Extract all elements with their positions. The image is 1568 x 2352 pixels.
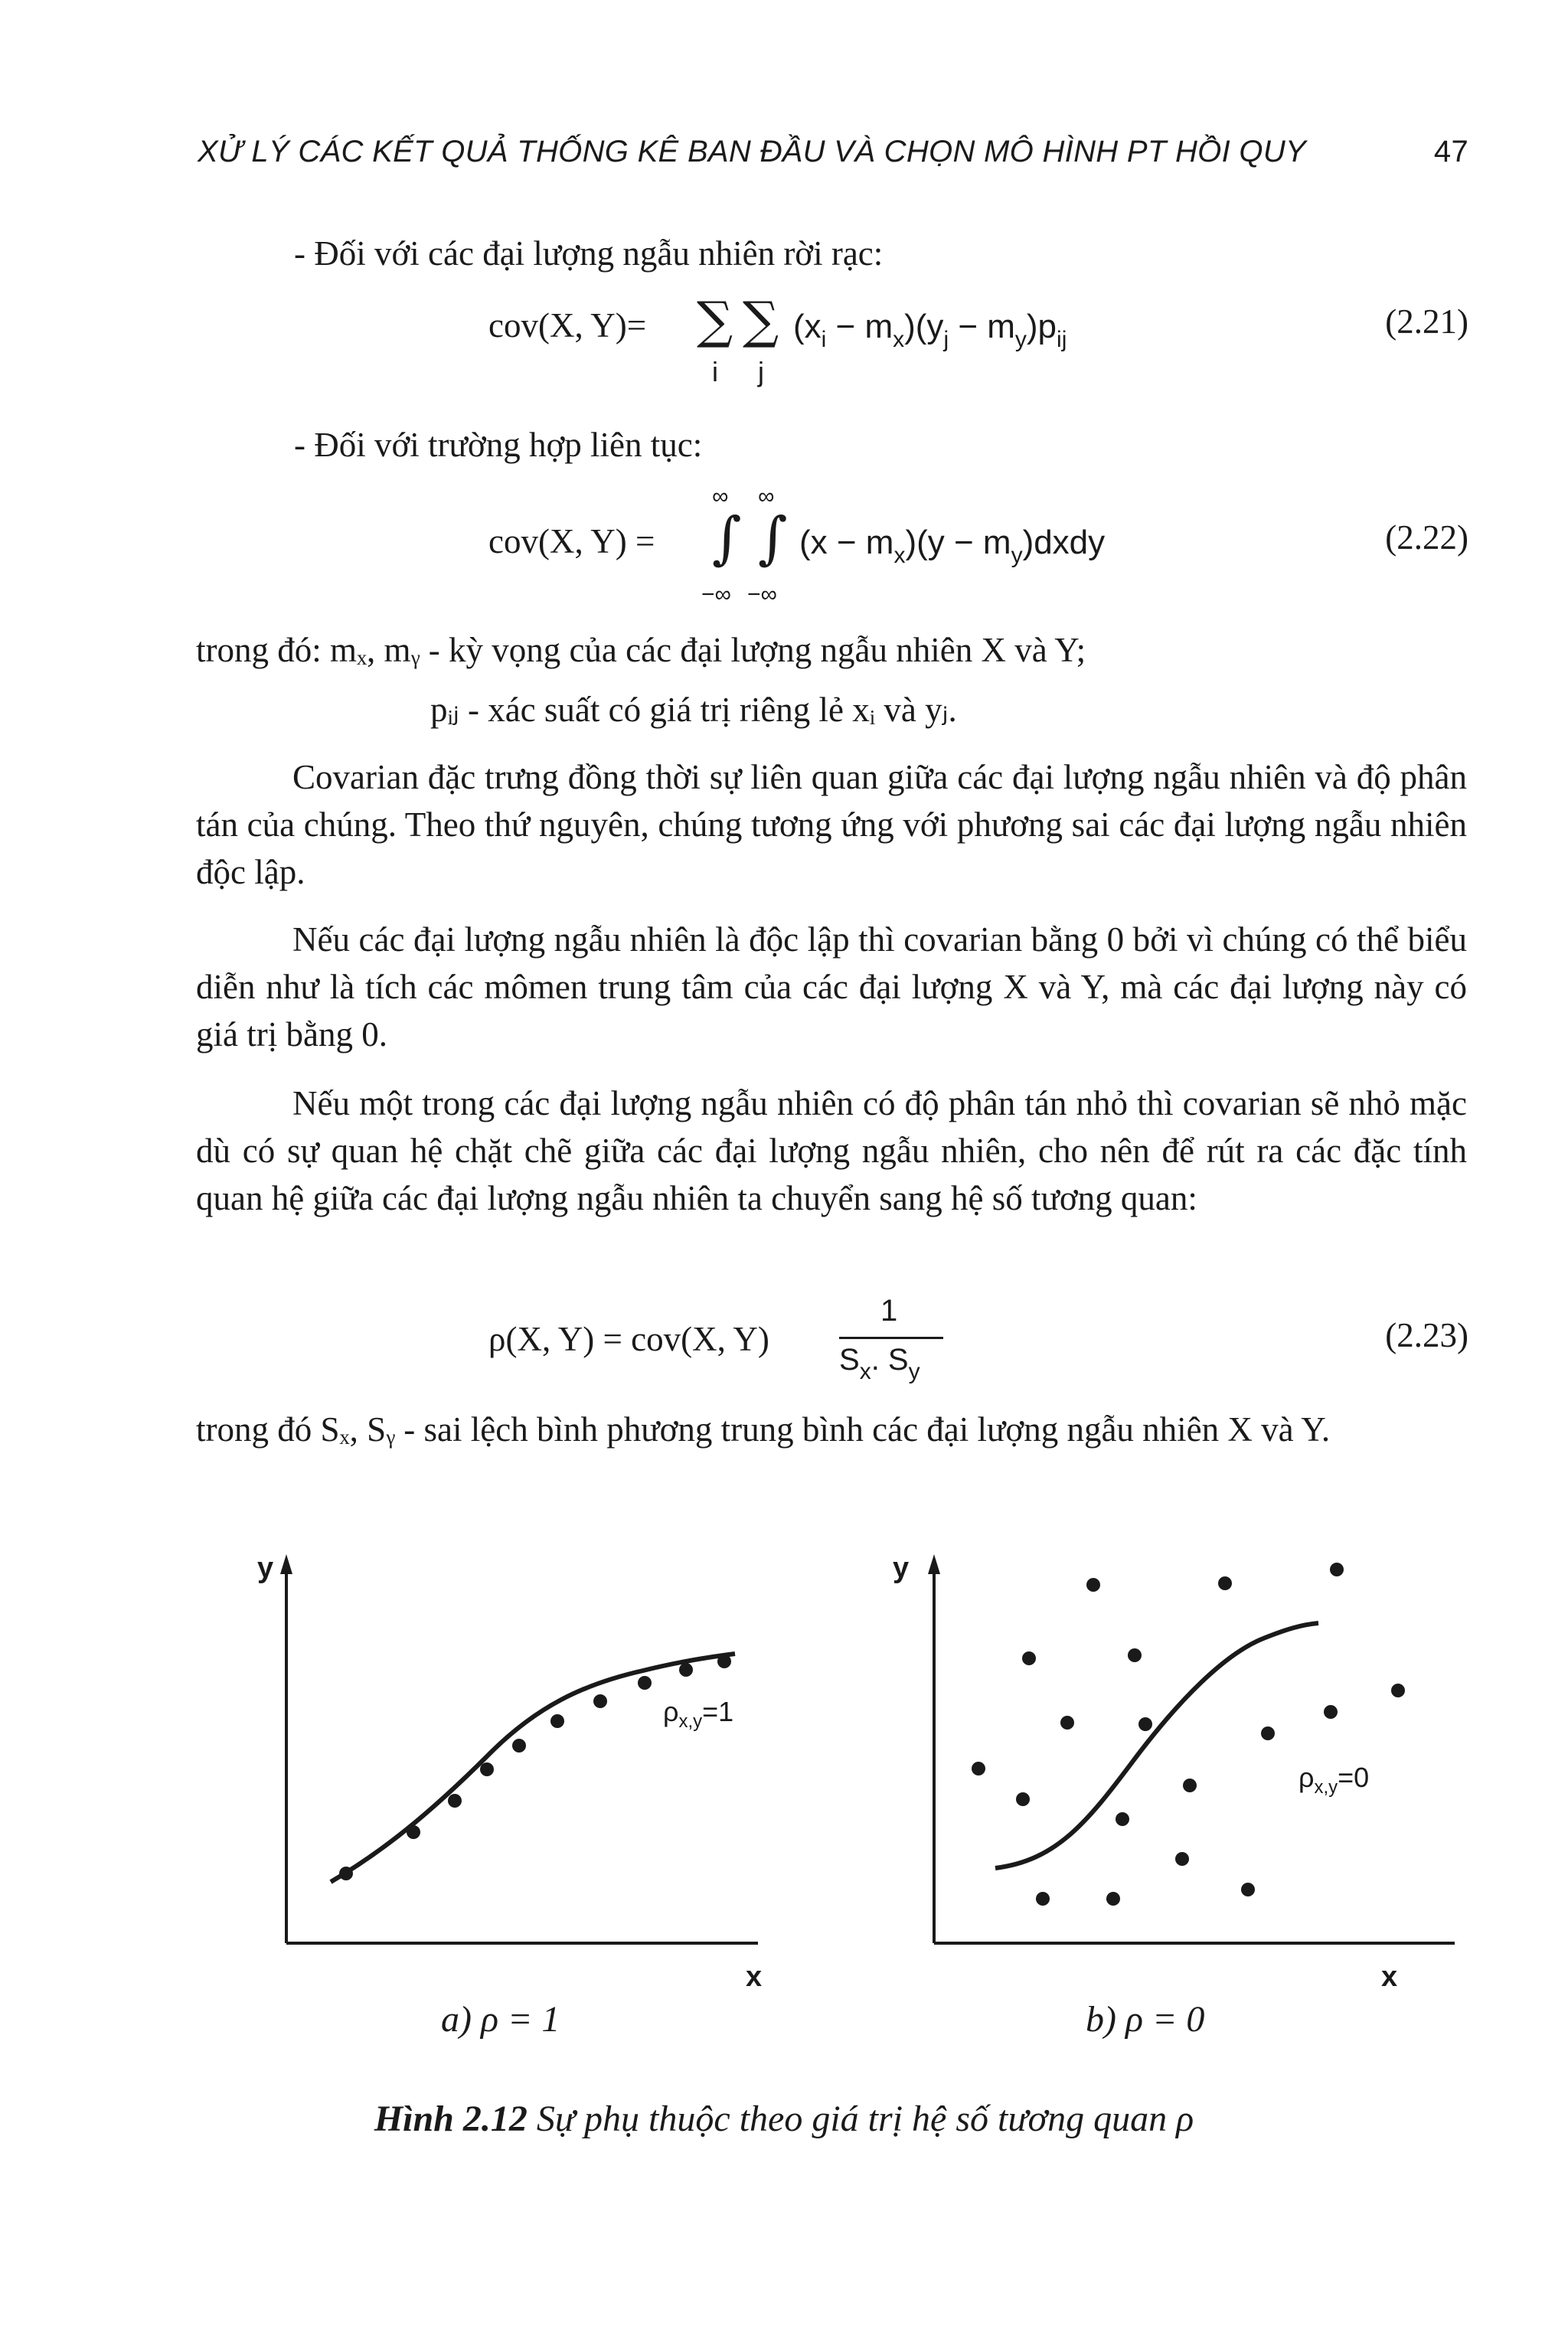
eq-2-21-lhs: cov(X, Y)= bbox=[488, 306, 647, 345]
fraction-bar bbox=[839, 1337, 943, 1339]
header-title: XỬ LÝ CÁC KẾT QUẢ THỐNG KÊ BAN ĐẦU VÀ CHỌN MÔ HÌNH PT HỒI QUY bbox=[198, 135, 1307, 168]
panel-a-point bbox=[407, 1825, 420, 1839]
panel-b-point bbox=[1128, 1648, 1142, 1662]
paragraph-correlation: Nếu một trong các đại lượng ngẫu nhiên có độ phân tán nhỏ thì covarian sẽ nhỏ mặc dù có sự quan hệ chặt chẽ giữa các đại lượng ngẫu nhiên, cho nên để rút ra các đặc tính quan hệ giữa các đại lượng ngẫu nhiên ta chuyển sang hệ số tương quan: bbox=[196, 1084, 1467, 1217]
panel-a-point bbox=[512, 1739, 526, 1753]
sum-symbol-i: ∑ bbox=[697, 291, 733, 350]
panel-b-point bbox=[1324, 1705, 1338, 1719]
panel-a-point bbox=[550, 1714, 564, 1728]
eq-number-2-21: (2.21) bbox=[1385, 302, 1468, 341]
panel-a-rho-annotation: $\rho_{x,y}=1$ bbox=[663, 1696, 734, 1732]
panel-b-point bbox=[1241, 1883, 1255, 1896]
panel-b-sublabel: b) ρ = 0 bbox=[1086, 1999, 1205, 2040]
sum-symbol-j: ∑ bbox=[743, 291, 779, 350]
panel-a-point bbox=[638, 1676, 652, 1690]
panel-a bbox=[257, 1552, 762, 1993]
where-definition-s: trong đó Sₓ, Sᵧ - sai lệch bình phương trung bình các đại lượng ngẫu nhiên X và Y. bbox=[196, 1410, 1331, 1449]
panel-b bbox=[893, 1552, 1455, 1993]
eq-2-23-lhs: ρ(X, Y) = cov(X, Y) bbox=[488, 1320, 769, 1358]
panel-b-point bbox=[1183, 1779, 1197, 1792]
paragraph-independent: Nếu các đại lượng ngẫu nhiên là độc lập thì covarian bằng 0 bởi vì chúng có thể biểu diễn như là tích các mômen trung tâm của các đại lượng X và Y, mà các đại lượng này có giá trị bằng 0. bbox=[196, 920, 1467, 1054]
where-definition-p: pᵢⱼ - xác suất có giá trị riêng lẻ xᵢ và yⱼ. bbox=[430, 691, 957, 729]
panel-b-point bbox=[1016, 1792, 1030, 1806]
panel-b-y-label: y bbox=[893, 1552, 910, 1584]
paragraph-covarian: Covarian đặc trưng đồng thời sự liên quan giữa các đại lượng ngẫu nhiên và độ phân tán của chúng. Theo thứ nguyên, chúng tương ứng với phương sai các đại lượng ngẫu nhiên độc lập. bbox=[196, 758, 1467, 891]
integral-lower-limit-1: −∞ bbox=[701, 582, 731, 607]
panel-b-point bbox=[1261, 1726, 1275, 1740]
panel-b-point bbox=[1116, 1812, 1129, 1826]
sum-index-j: j bbox=[758, 356, 764, 387]
panel-a-point bbox=[593, 1694, 607, 1708]
figure-2-12 bbox=[230, 1539, 1493, 2060]
panel-a-point bbox=[717, 1655, 731, 1668]
panel-b-point bbox=[1022, 1651, 1036, 1665]
integral-upper-limit-1: ∞ bbox=[712, 484, 729, 509]
panel-b-point bbox=[1175, 1852, 1189, 1866]
fraction-numerator: 1 bbox=[880, 1294, 898, 1328]
panel-a-y-label: y bbox=[257, 1552, 274, 1584]
eq-number-2-22: (2.22) bbox=[1385, 518, 1468, 557]
panel-a-point bbox=[679, 1663, 693, 1677]
figure-caption-text: Sự phụ thuộc theo giá trị hệ số tương quan ρ bbox=[527, 2099, 1194, 2139]
integral-symbol-1: ∫ bbox=[712, 505, 742, 571]
integral-symbol-2: ∫ bbox=[758, 505, 788, 571]
continuous-intro: - Đối với trường hợp liên tục: bbox=[294, 426, 703, 464]
panel-a-point bbox=[480, 1762, 494, 1776]
eq-2-22-body: $(x - m_x)(y$ − $m_y)dxdy$ bbox=[799, 524, 1106, 568]
panel-b-point bbox=[1138, 1717, 1152, 1731]
sum-index-i: i bbox=[712, 356, 718, 387]
eq-number-2-23: (2.23) bbox=[1385, 1316, 1468, 1354]
panel-b-point bbox=[1218, 1576, 1232, 1590]
panel-a-point bbox=[448, 1794, 462, 1808]
eq-2-22-lhs: cov(X, Y) = bbox=[488, 522, 655, 560]
panel-a-x-label: x bbox=[746, 1961, 763, 1993]
integral-upper-limit-2: ∞ bbox=[758, 484, 775, 509]
integral-lower-limit-2: −∞ bbox=[747, 582, 777, 607]
panel-b-point bbox=[1330, 1563, 1344, 1576]
panel-b-curve bbox=[995, 1623, 1318, 1868]
figure-caption bbox=[0, 2098, 1568, 2140]
panel-a-curve bbox=[331, 1654, 735, 1882]
panel-a-sublabel: a) ρ = 1 bbox=[441, 1999, 560, 2040]
panel-b-point bbox=[972, 1762, 985, 1775]
panel-b-point bbox=[1106, 1892, 1120, 1906]
panel-b-x-label: x bbox=[1381, 1961, 1398, 1993]
panel-a-y-arrow bbox=[280, 1554, 292, 1574]
fraction-denominator: $S_x$. $S_y$ bbox=[839, 1343, 920, 1384]
panel-b-point bbox=[1391, 1684, 1405, 1697]
panel-b-point bbox=[1060, 1716, 1074, 1730]
figure-number: Hình 2.12 bbox=[374, 2099, 528, 2139]
panel-b-point bbox=[1086, 1578, 1100, 1592]
panel-a-points bbox=[339, 1655, 734, 1880]
panel-b-rho-annotation: $\rho_{x,y}=0$ bbox=[1298, 1762, 1370, 1798]
running-header bbox=[198, 135, 1468, 173]
panel-b-y-arrow bbox=[928, 1554, 940, 1574]
panel-b-point bbox=[1036, 1892, 1050, 1906]
where-definition-m: trong đó: mₓ, mᵧ - kỳ vọng của các đại lượng ngẫu nhiên X và Y; bbox=[196, 631, 1086, 669]
eq-2-21-body: $(x_i - m_x)(y_j - m_y)p_{ij}$ bbox=[793, 308, 1067, 352]
discrete-intro: - Đối với các đại lượng ngẫu nhiên rời rạc: bbox=[294, 234, 884, 273]
panel-a-point bbox=[339, 1867, 353, 1880]
page-number: 47 bbox=[1433, 135, 1468, 168]
